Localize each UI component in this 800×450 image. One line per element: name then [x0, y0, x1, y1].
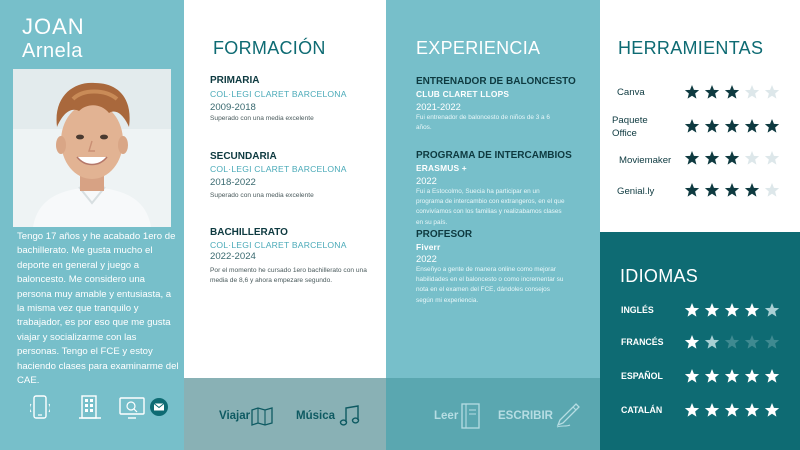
star-rating-icon	[684, 334, 784, 350]
star-icon	[745, 369, 759, 383]
star-icon	[745, 403, 759, 417]
hobby-label: Leer	[434, 410, 459, 422]
experience-org: Fiverr	[416, 242, 441, 252]
star-icon	[745, 183, 759, 197]
star-icon	[725, 151, 739, 165]
first-name: JOAN	[22, 14, 85, 39]
star-rating-icon	[684, 84, 784, 100]
education-years: 2018-2022	[210, 177, 256, 188]
hobby-label: ESCRIBIR	[498, 410, 553, 422]
experience-years: 2021-2022	[416, 101, 461, 112]
hobby-label: Música	[296, 410, 335, 422]
star-icon	[685, 369, 699, 383]
tool-name: Moviemaker	[619, 155, 672, 166]
tool-rating	[684, 118, 784, 134]
bio-text: Tengo 17 años y he acabado 1ero de bachillerato. Me gusta mucho el deporte en general y juego a baloncesto. Me considero una persona muy amable y entusiasta, a la misma vez que tranquilo y trabajador, es por eso que me gusta viajar y socializarme con las personas. Tengo el FCE y estoy haciendo clases para examinarme del CAE.	[17, 231, 179, 387]
computer-icon	[118, 396, 146, 422]
language-rating	[684, 402, 784, 418]
star-icon	[705, 303, 719, 317]
education-title: FORMACIÓN	[213, 38, 326, 58]
star-rating-icon	[684, 402, 784, 418]
star-icon	[745, 335, 759, 349]
music-notes-icon	[338, 404, 360, 428]
star-icon	[725, 183, 739, 197]
star-icon	[705, 369, 719, 383]
star-rating-icon	[684, 150, 784, 166]
star-icon	[745, 151, 759, 165]
star-icon	[765, 403, 779, 417]
language-rating	[684, 302, 784, 318]
star-icon	[705, 119, 719, 133]
building-icon	[78, 394, 102, 422]
experience-note: Fui a Estocolmo, Suecia ha participar en un programa de intercambio con extrangeros, en el que convivíamos con los familias y realizabamos clases en su país.	[416, 188, 565, 226]
star-icon	[765, 183, 779, 197]
phone-icon	[30, 394, 50, 422]
star-icon	[685, 303, 699, 317]
experience-role: ENTRENADOR DE BALONCESTO	[416, 76, 576, 87]
tools-title: HERRAMIENTAS	[618, 38, 764, 58]
experience-note: Enseñyo a gente de manera online como mejorar habilidades en el baloncesto o como incrementar su nota en el examen del FCE, dándoles consejos según mi experiencia.	[416, 266, 564, 304]
mail-icon	[149, 397, 169, 417]
education-note: Superado con una media excelente	[210, 115, 314, 122]
star-icon	[765, 335, 779, 349]
star-rating-icon	[684, 182, 784, 198]
star-rating-icon	[684, 302, 784, 318]
tool-name: Paquete Office	[612, 115, 648, 139]
star-icon	[685, 151, 699, 165]
experience-years: 2022	[416, 253, 437, 264]
experience-title: EXPERIENCIA	[416, 38, 541, 58]
education-years: 2009-2018	[210, 102, 256, 113]
star-icon	[765, 369, 779, 383]
tool-rating	[684, 182, 784, 198]
education-school: COL·LEGI CLARET BARCELONA	[210, 164, 347, 174]
tool-name: Canva	[617, 87, 645, 98]
star-icon	[745, 119, 759, 133]
star-icon	[685, 335, 699, 349]
star-icon	[765, 119, 779, 133]
experience-org: CLUB CLARET LLOPS	[416, 89, 510, 99]
language-name: ESPAÑOL	[621, 371, 663, 381]
education-school: COL·LEGI CLARET BARCELONA	[210, 240, 347, 250]
star-icon	[765, 303, 779, 317]
experience-years: 2022	[416, 175, 437, 186]
star-icon	[725, 403, 739, 417]
star-icon	[685, 403, 699, 417]
education-note: Superado con una media excelente	[210, 192, 314, 199]
language-rating	[684, 334, 784, 350]
star-icon	[705, 85, 719, 99]
language-name: INGLÉS	[621, 305, 654, 315]
star-icon	[705, 335, 719, 349]
hobby-label: Viajar	[219, 410, 251, 422]
book-icon	[460, 402, 482, 430]
tool-rating	[684, 84, 784, 100]
tool-rating	[684, 150, 784, 166]
language-name: CATALÁN	[621, 405, 663, 415]
star-icon	[685, 119, 699, 133]
star-icon	[705, 151, 719, 165]
language-rating	[684, 368, 784, 384]
language-name: FRANCÉS	[621, 337, 664, 347]
education-level: BACHILLERATO	[210, 227, 288, 238]
experience-note: Fui entrenador de baloncesto de niños de 3 a 6 años.	[416, 114, 550, 132]
star-rating-icon	[684, 118, 784, 134]
star-icon	[745, 303, 759, 317]
star-icon	[725, 119, 739, 133]
star-rating-icon	[684, 368, 784, 384]
last-name: Arnela	[22, 40, 83, 62]
star-icon	[745, 85, 759, 99]
education-note: Por el momento he cursado 1ero bachillerato con una media de 8,6 y ahora empezare segundo.	[210, 267, 367, 284]
star-icon	[705, 403, 719, 417]
star-icon	[765, 151, 779, 165]
experience-org: ERASMUS +	[416, 163, 467, 173]
profile-photo	[13, 69, 171, 227]
experience-role: PROFESOR	[416, 229, 473, 240]
star-icon	[725, 369, 739, 383]
star-icon	[705, 183, 719, 197]
education-level: PRIMARIA	[210, 75, 260, 86]
tool-name: Genial.ly	[617, 186, 655, 197]
languages-title: IDIOMAS	[620, 266, 699, 286]
star-icon	[685, 85, 699, 99]
star-icon	[725, 85, 739, 99]
star-icon	[765, 85, 779, 99]
education-years: 2022-2024	[210, 251, 256, 262]
star-icon	[725, 303, 739, 317]
education-level: SECUNDARIA	[210, 151, 277, 162]
education-school: COL·LEGI CLARET BARCELONA	[210, 89, 347, 99]
star-icon	[685, 183, 699, 197]
map-icon	[251, 406, 273, 426]
experience-role: PROGRAMA DE INTERCAMBIOS	[416, 150, 572, 161]
star-icon	[725, 335, 739, 349]
pen-icon	[556, 402, 580, 428]
